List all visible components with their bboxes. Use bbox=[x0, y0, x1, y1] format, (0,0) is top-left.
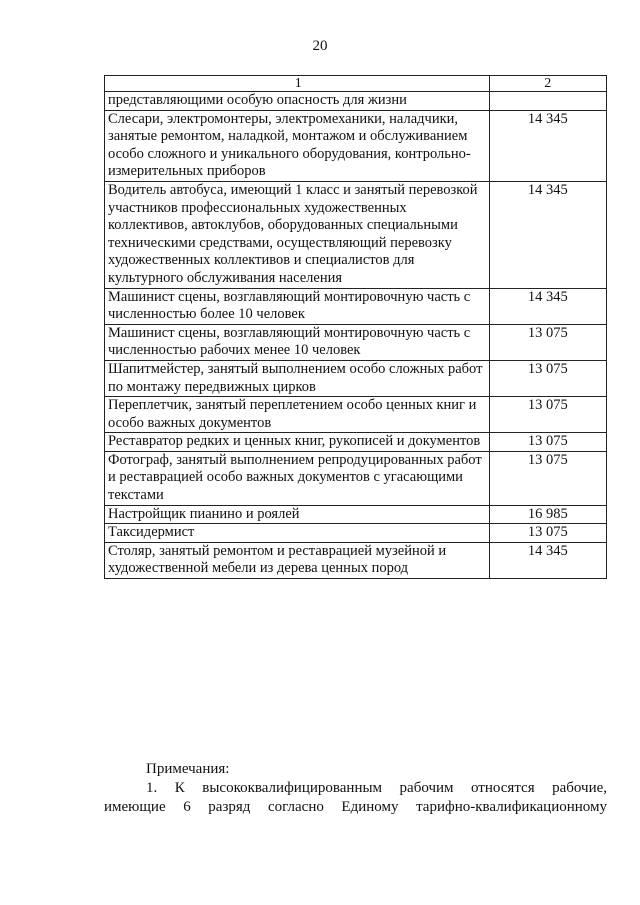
value-cell: 14 345 bbox=[489, 181, 606, 288]
profession-cell: Слесари, электромонтеры, электромеханики, наладчики, занятые ремонтом, наладкой, монтажом и обслуживанием особо сложного и уникального оборудования, контрольно-измерительных приборов bbox=[105, 110, 490, 181]
profession-cell: Таксидермист bbox=[105, 524, 490, 543]
table-row bbox=[105, 288, 607, 324]
profession-cell: Настройщик пианино и роялей bbox=[105, 505, 490, 524]
value-cell: 13 075 bbox=[489, 397, 606, 433]
table-row bbox=[105, 324, 607, 360]
table-row bbox=[105, 542, 607, 578]
profession-cell: Реставратор редких и ценных книг, рукописей и документов bbox=[105, 433, 490, 452]
profession-cell: Столяр, занятый ремонтом и реставрацией музейной и художественной мебели из дерева ценных пород bbox=[105, 542, 490, 578]
table-row bbox=[105, 92, 607, 111]
profession-cell: Машинист сцены, возглавляющий монтировочную часть с численностью более 10 человек bbox=[105, 288, 490, 324]
value-cell: 14 345 bbox=[489, 288, 606, 324]
table-row bbox=[105, 110, 607, 181]
notes-title: Примечания: bbox=[146, 761, 230, 777]
table-header-row bbox=[105, 76, 607, 92]
value-cell: 13 075 bbox=[489, 360, 606, 396]
value-cell: 14 345 bbox=[489, 542, 606, 578]
table-row bbox=[105, 524, 607, 543]
value-cell bbox=[489, 92, 606, 111]
table-row bbox=[105, 433, 607, 452]
table-row bbox=[105, 451, 607, 505]
table-row bbox=[105, 505, 607, 524]
profession-cell: Водитель автобуса, имеющий 1 класс и занятый перевозкой участников профессиональных художественных коллективов, автоклубов, оборудованных специальными техническими средствами, осуществляющий перевозку художественных коллективов и специалистов для культурного обслуживания населения bbox=[105, 181, 490, 288]
note-line: 1. К высококвалифицированным рабочим относятся рабочие, bbox=[146, 780, 607, 796]
profession-cell: Машинист сцены, возглавляющий монтировочную часть с численностью рабочих менее 10 человек bbox=[105, 324, 490, 360]
table-row bbox=[105, 360, 607, 396]
notes-section bbox=[104, 760, 607, 817]
value-cell: 13 075 bbox=[489, 433, 606, 452]
profession-cell: Фотограф, занятый выполнением репродуцированных работ и реставрацией особо важных документов с угасающими текстами bbox=[105, 451, 490, 505]
page-number: 20 bbox=[312, 38, 328, 54]
profession-cell: Переплетчик, занятый переплетением особо ценных книг и особо важных документов bbox=[105, 397, 490, 433]
profession-cell: представляющими особую опасность для жизни bbox=[105, 92, 490, 111]
table-row bbox=[105, 181, 607, 288]
value-cell: 13 075 bbox=[489, 324, 606, 360]
value-cell: 14 345 bbox=[489, 110, 606, 181]
table-row bbox=[105, 397, 607, 433]
header-cell-2: 2 bbox=[489, 76, 606, 92]
header-cell-1: 1 bbox=[105, 76, 490, 92]
value-cell: 13 075 bbox=[489, 451, 606, 505]
note-line: имеющие 6 разряд согласно Единому тарифно-квалификационному bbox=[104, 799, 607, 815]
value-cell: 13 075 bbox=[489, 524, 606, 543]
profession-cell: Шапитмейстер, занятый выполнением особо сложных работ по монтажу передвижных цирков bbox=[105, 360, 490, 396]
value-cell: 16 985 bbox=[489, 505, 606, 524]
wage-table bbox=[104, 75, 607, 579]
